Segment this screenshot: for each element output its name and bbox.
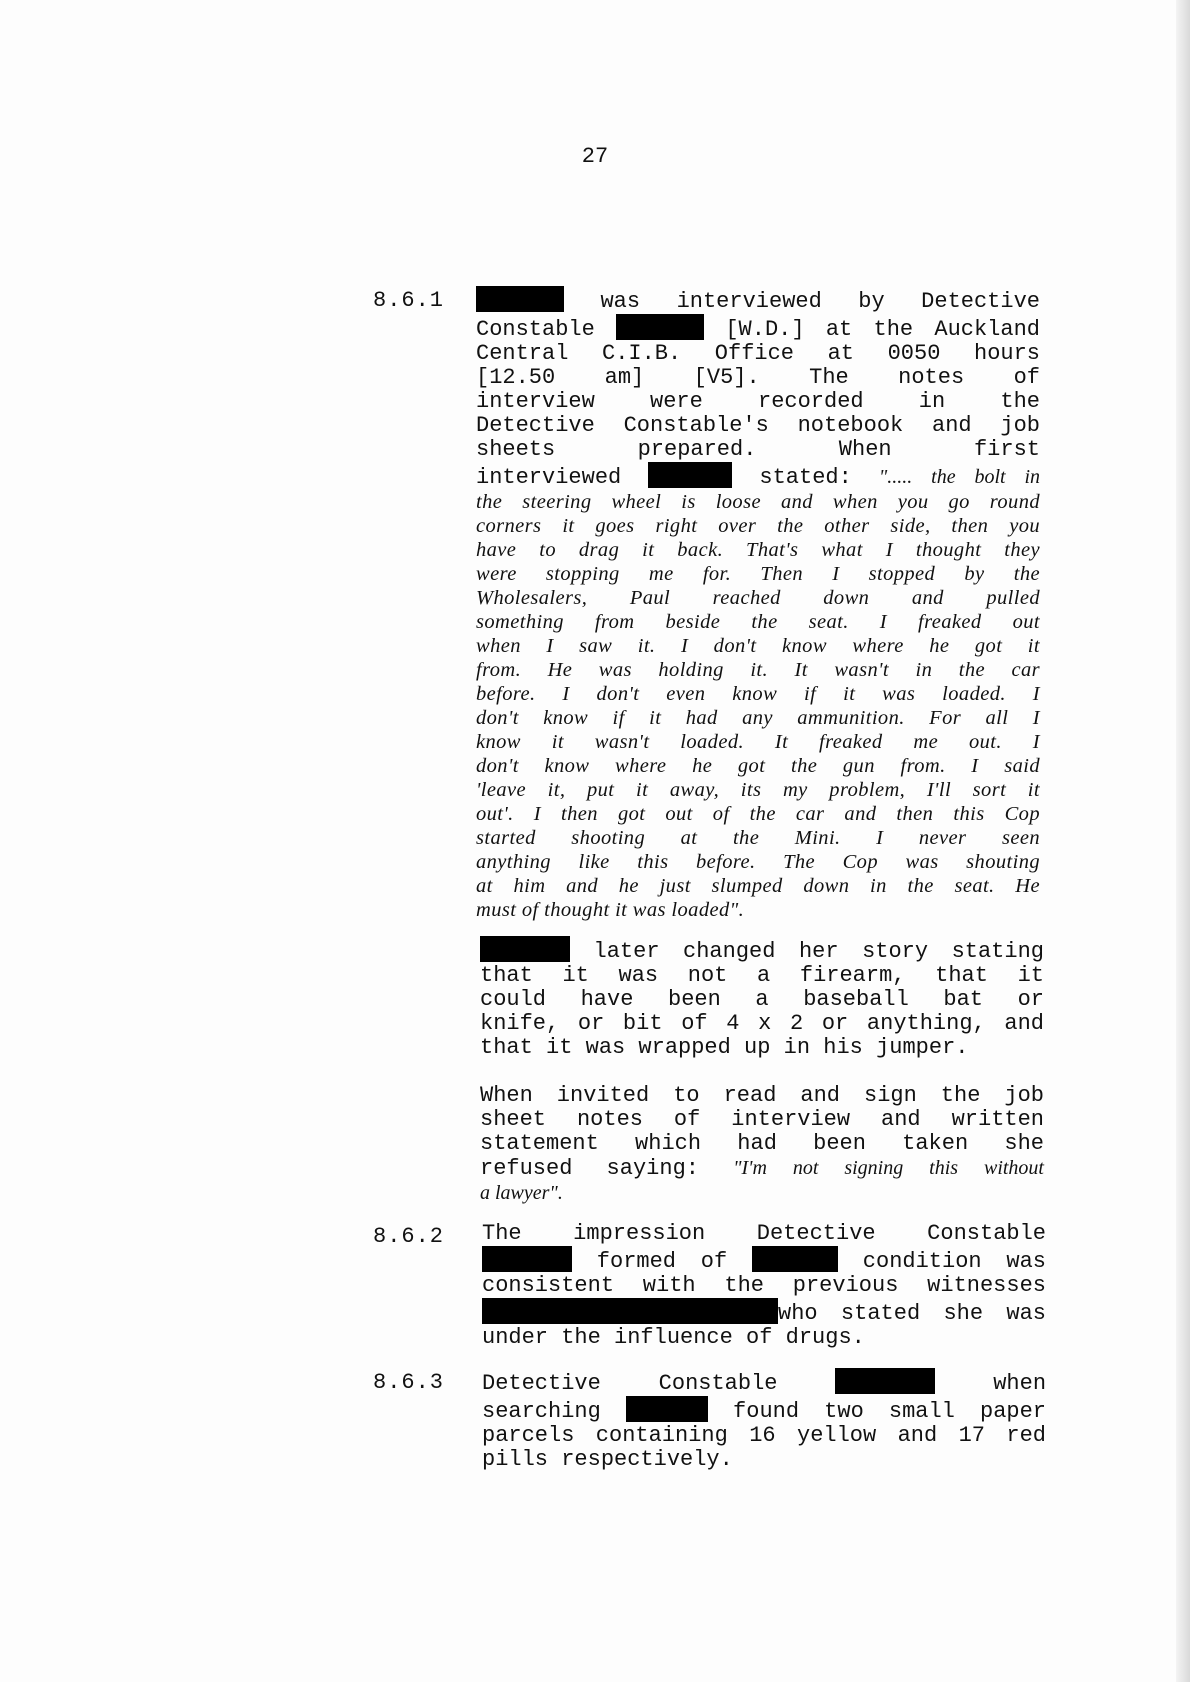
redaction-bar [482,1298,778,1324]
redaction-bar [482,1246,572,1272]
quote-line: know it wasn't loaded. It freaked me out. I [476,731,1040,753]
text: was interviewed by Detective [600,289,1040,314]
text-line: that it was wrapped up in his jumper. [480,1035,969,1060]
text-line [482,1396,1046,1424]
quote-line: Wholesalers, Paul reached down and pulled [476,587,1040,609]
quote-text: "I'm not signing this without [733,1157,1044,1179]
text: Constable [476,317,595,342]
text: condition was [862,1249,1047,1274]
quote-line: the steering wheel is loose and when you go round [476,491,1040,513]
text: interviewed [476,465,622,490]
text: when [993,1371,1047,1396]
text-line [476,286,1040,314]
text: found two small paper [733,1399,1047,1424]
text: [W.D.] at the Auckland [725,317,1040,342]
text-line [480,1156,1044,1181]
section-8-6-1-para-3 [480,1084,1044,1206]
quote-line: don't know where he got the gun from. I said [476,755,1040,777]
section-number-8-6-1: 8.6.1 [373,288,445,313]
section-8-6-1-body [476,286,1040,922]
text-line: Central C.I.B. Office at 0050 hours [476,341,1040,366]
text-line [480,1181,1044,1206]
text: formed of [596,1249,728,1274]
redaction-bar [626,1396,708,1422]
section-8-6-2-body [482,1222,1046,1350]
quote-line: have to drag it back. That's what I thought they [476,539,1040,561]
text-line [476,314,1040,342]
quote-line: 'leave it, put it away, its my problem, I'll sort it [476,779,1040,801]
text-line: knife, or bit of 4 x 2 or anything, and [480,1011,1044,1036]
redaction-bar [476,286,564,312]
text-line: interview were recorded in the [476,389,1040,414]
redaction-bar [648,462,732,488]
section-number-8-6-2: 8.6.2 [373,1224,445,1249]
text: stated: [759,465,852,490]
quote-line: started shooting at the Mini. I never seen [476,827,1040,849]
text-line: When invited to read and sign the job [480,1083,1044,1108]
text-line: sheets prepared. When first [476,437,1040,462]
text: who stated she was [778,1301,1046,1326]
redaction-bar [835,1368,935,1394]
text: later changed her story stating [593,939,1044,964]
quote-line: must of thought it was loaded". [476,899,745,921]
text-line: The impression Detective Constable [482,1221,1046,1246]
section-8-6-3-body [482,1368,1046,1472]
text-line: consistent with the previous witnesses [482,1273,1046,1298]
quote-line: when I saw it. I don't know where he got it [476,635,1040,657]
text-line [482,1246,1046,1274]
text-line: could have been a baseball bat or [480,987,1044,1012]
quote-line: out'. I then got out of the car and then this Cop [476,803,1040,825]
page-number: 27 [581,144,609,169]
quote-line: before. I don't even know if it was loaded. I [476,683,1040,705]
page-edge-shadow [1176,0,1190,1682]
quote-line: corners it goes right over the other side, then you [476,515,1040,537]
quote-line: from. He was holding it. It wasn't in the car [476,659,1040,681]
quote-line: don't know if it had any ammunition. For all I [476,707,1040,729]
quote-line: something from beside the seat. I freaked out [476,611,1040,633]
quote-line: were stopping me for. Then I stopped by the [476,563,1040,585]
text-line: parcels containing 16 yellow and 17 red [482,1423,1046,1448]
redaction-bar [752,1246,838,1272]
text-line [482,1298,1046,1326]
text-line: statement which had been taken she [480,1131,1044,1156]
interview-quote [476,490,1040,922]
text: Detective Constable [482,1371,778,1396]
redaction-bar [616,314,704,340]
quote-line: anything like this before. The Cop was shouting [476,851,1040,873]
quote-line: at him and he just slumped down in the seat. He [476,875,1040,897]
text-line: [12.50 am] [V5]. The notes of [476,365,1040,390]
redaction-bar [480,936,570,962]
text-line: Detective Constable's notebook and job [476,413,1040,438]
text-line: that it was not a firearm, that it [480,963,1044,988]
text: searching [482,1399,601,1424]
text-line [476,462,1040,490]
text-line [482,1368,1046,1396]
section-8-6-1-para-2 [480,936,1044,1060]
text-line: pills respectively. [482,1447,733,1472]
section-number-8-6-3: 8.6.3 [373,1370,445,1395]
text: refused saying: [480,1156,699,1181]
text-line: under the influence of drugs. [482,1325,865,1350]
text-line [480,936,1044,964]
quote-text: a lawyer". [480,1182,563,1204]
quote-text: "..... the bolt in [878,466,1041,488]
text-line: sheet notes of interview and written [480,1107,1044,1132]
